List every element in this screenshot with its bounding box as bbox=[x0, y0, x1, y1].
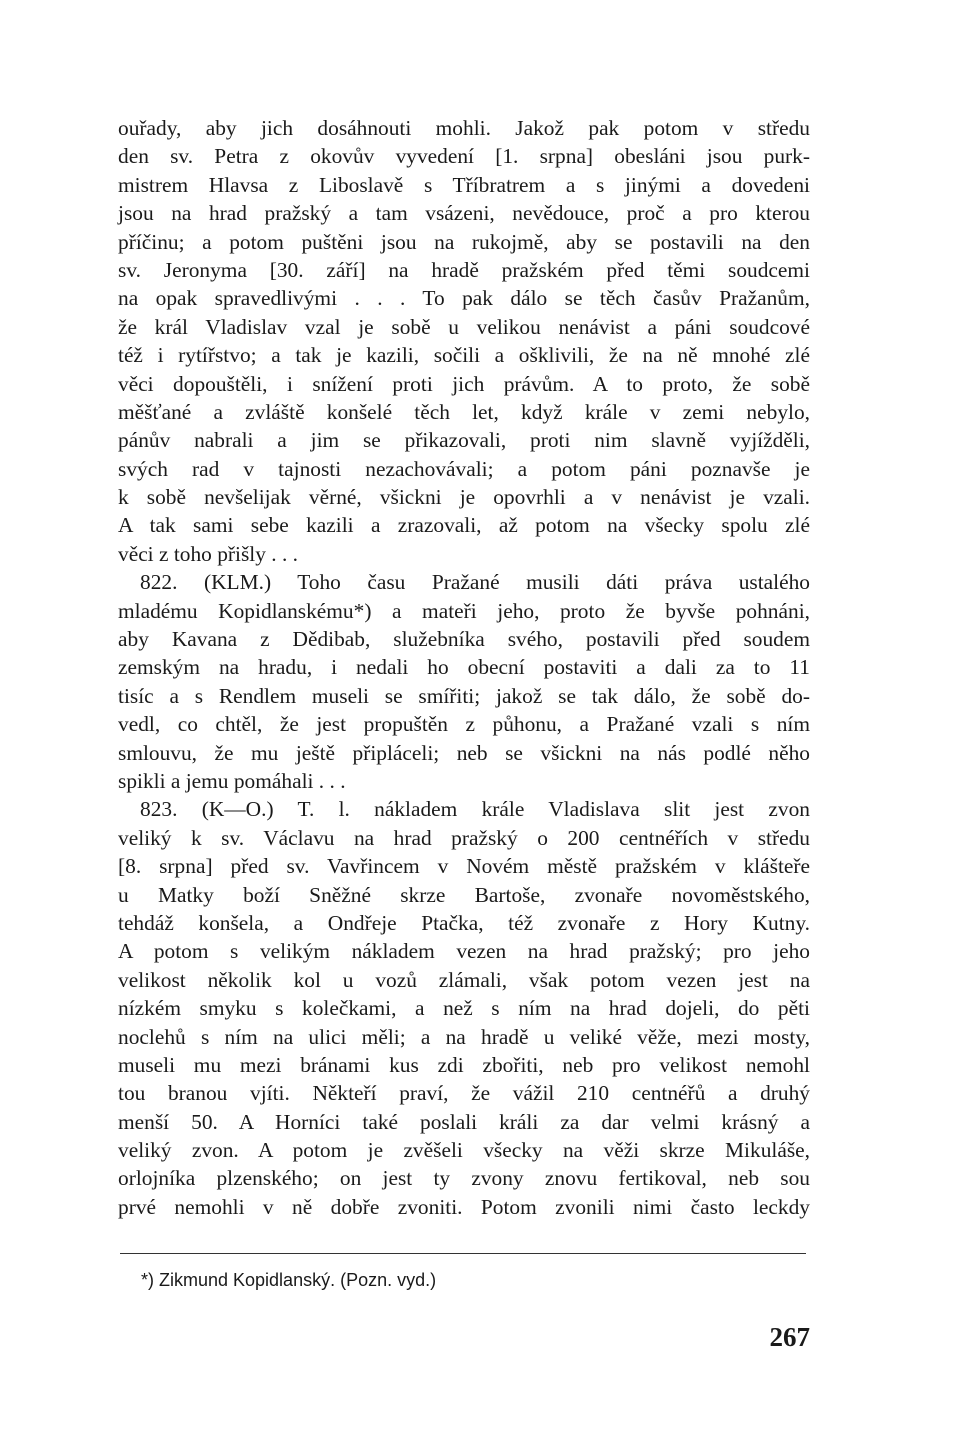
text-line: vedl, co chtěl, že jest propuštěn z půhonu, a Pražané vzali s ním bbox=[118, 712, 810, 737]
text-line: na opak spravedlivými . . . To pak dálo se těch časův Pražanům, bbox=[118, 286, 810, 311]
footnote-divider bbox=[120, 1253, 806, 1254]
text-line: A tak sami sebe kazili a zrazovali, až potom na všecky spolu zlé bbox=[118, 513, 810, 538]
text-line: spikli a jemu pomáhali . . . bbox=[118, 768, 346, 793]
text-line: že král Vladislav vzal je sobě u velikou nenávist a páni soudcové bbox=[118, 314, 810, 339]
text-line: velikost několik kol u vozů zlámali, však potom vezen jest na bbox=[118, 967, 810, 992]
footnote: *) Zikmund Kopidlanský. (Pozn. vyd.) bbox=[141, 1270, 437, 1290]
text-line: svých rad v tajnosti nezachovávali; a potom páni poznavše je bbox=[118, 456, 810, 481]
text-line: mladému Kopidlanskému*) a mateři jeho, proto že byvše pohnáni, bbox=[118, 598, 810, 623]
text-line: nízkém smyku s kolečkami, a než s ním na hrad dojeli, do pěti bbox=[118, 996, 810, 1021]
text-line: aby Kavana z Dědibab, služebníka svého, postavili před soudem bbox=[118, 627, 810, 652]
text-line: veliký k sv. Václavu na hrad pražský o 200 centnéřích v středu bbox=[118, 825, 810, 850]
text-line: A potom s velikým nákladem vezen na hrad pražský; pro jeho bbox=[118, 939, 810, 964]
text-line: věci dopouštěli, i snížení proti jich právům. A to proto, že sobě bbox=[118, 371, 810, 396]
text-line: věci z toho přišly . . . bbox=[118, 541, 299, 566]
section-823-start: 823. (K—O.) T. l. nákladem krále Vladislava slit jest zvon bbox=[140, 797, 810, 822]
text-line: měšťané a zvláště konšelé těch let, když krále v zemi nebylo, bbox=[118, 399, 810, 424]
text-line: museli mu mezi bránami kus zdi zbořiti, neb pro velikost nemohl bbox=[118, 1052, 810, 1077]
text-line: orlojníka plzenského; on jest ty zvony znovu fertikoval, neb sou bbox=[118, 1166, 810, 1191]
text-line: též i rytířstvo; a tak je kazili, sočili a ošklivili, že na ně mnohé zlé bbox=[118, 343, 810, 368]
section-822-start: 822. (KLM.) Toho času Pražané musili dáti práva ustalého bbox=[140, 570, 810, 595]
text-line: zemským na hradu, i nedali ho obecní postaviti a dali za to 11 bbox=[118, 655, 810, 680]
body-text bbox=[118, 114, 810, 1221]
text-line: tisíc a s Rendlem museli se smířiti; jakož se tak dálo, že sobě do- bbox=[118, 683, 810, 708]
text-line: u Matky boží Sněžné skrze Bartoše, zvonaře novoměstského, bbox=[118, 882, 810, 907]
text-line: ouřady, aby jich dosáhnouti mohli. Jakož pak potom v středu bbox=[118, 116, 810, 140]
text-line: tou branou vjíti. Někteří praví, že vážil 210 centnéřů a druhý bbox=[118, 1081, 810, 1106]
text-line: jsou na hrad pražský a tam vsázeni, nevědouce, proč a pro kterou bbox=[118, 201, 810, 226]
text-line: k sobě nevšelijak věrné, všickni je opovrhli a v nenávist je vzali. bbox=[118, 485, 810, 510]
text-line: veliký zvon. A potom je zvěšeli všecky na věži skrze Mikuláše, bbox=[118, 1138, 810, 1163]
page-number: 267 bbox=[769, 1322, 810, 1352]
text-line: sv. Jeronyma [30. září] na hradě pražském před těmi soudcemi bbox=[118, 257, 810, 282]
text-line: smlouvu, že mu ještě připláceli; neb se všickni na nás podlé něho bbox=[118, 740, 810, 765]
text-line: prvé nemohli v ně dobře zvoniti. Potom zvonili nimi často leckdy bbox=[118, 1194, 810, 1219]
text-line: menší 50. A Horníci také poslali králi za dar velmi krásný a bbox=[118, 1109, 810, 1134]
text-line: mistrem Hlavsa z Liboslavě s Tříbratrem a s jinými a dovedeni bbox=[118, 172, 810, 197]
text-line: tehdáž konšela, a Ondřeje Ptačka, též zvonaře z Hory Kutny. bbox=[118, 910, 810, 935]
text-line: den sv. Petra z okovův vyvedení [1. srpna] obesláni jsou purk- bbox=[118, 144, 810, 169]
text-line: noclehů s ním na ulici měli; a na hradě u veliké věže, mezi mosty, bbox=[118, 1024, 810, 1049]
text-line: pánův nabrali a jim se přikazovali, proti nim slavně vyjížděli, bbox=[118, 428, 810, 453]
text-line: [8. srpna] před sv. Vavřincem v Novém městě pražském v klášteře bbox=[118, 854, 810, 879]
text-line: příčinu; a potom puštěni jsou na rukojmě, aby se postavili na den bbox=[118, 229, 810, 254]
